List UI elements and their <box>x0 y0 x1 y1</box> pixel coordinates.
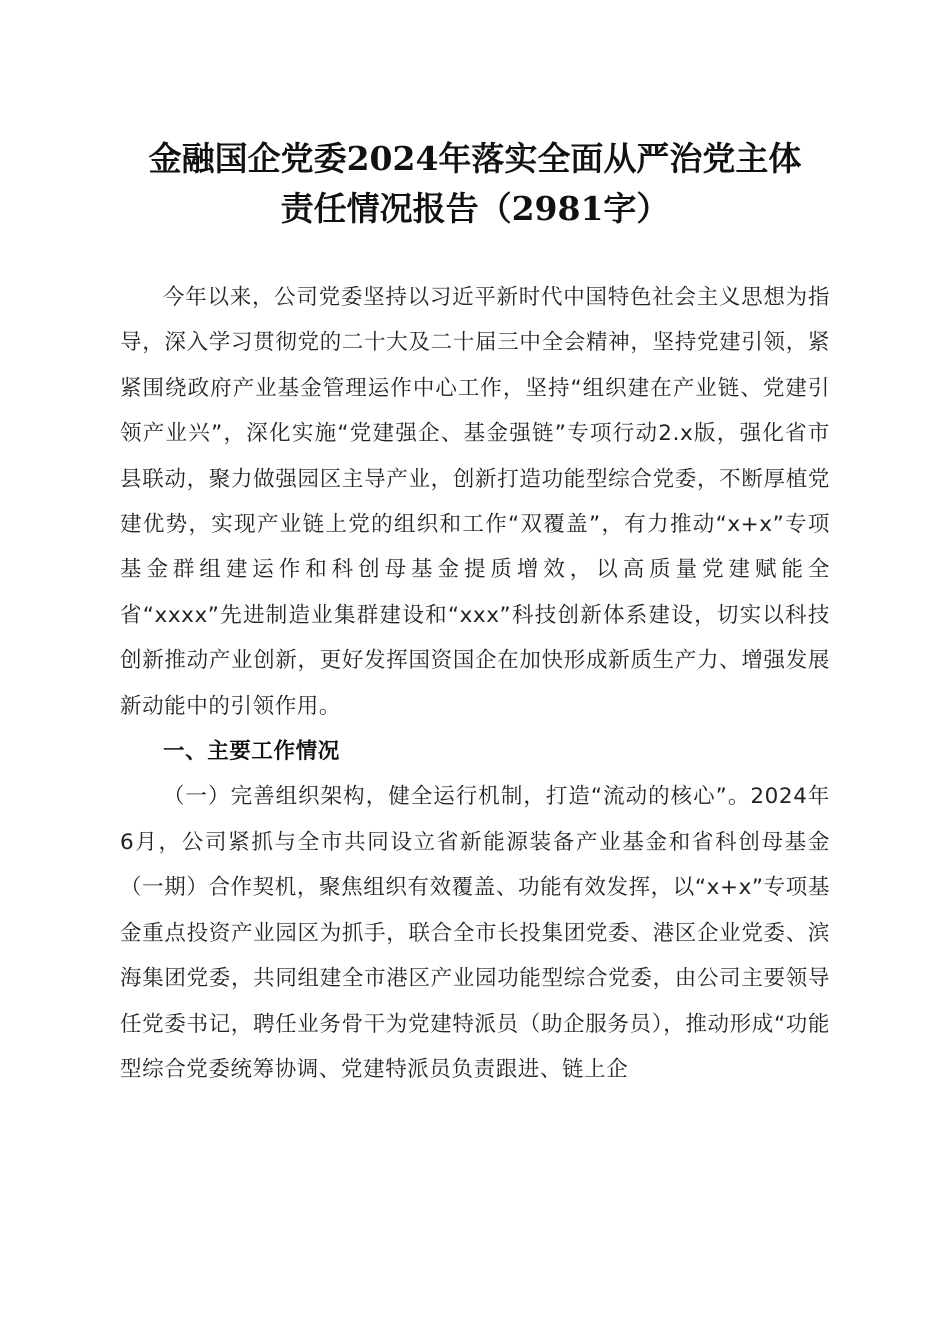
title-line-2: 责任情况报告（2981字） <box>280 189 670 228</box>
document-body <box>120 275 830 1092</box>
intro-paragraph: 今年以来，公司党委坚持以习近平新时代中国特色社会主义思想为指导，深入学习贯彻党的二十大及二十届三中全会精神，坚持党建引领，紧紧围绕政府产业基金管理运作中心工作，坚持“组织建在产业链、党建引领产业兴”，深化实施“党建强企、基金强链”专项行动2.x版，强化省市县联动，聚力做强园区主导产业，创新打造功能型综合党委，不断厚植党建优势，实现产业链上党的组织和工作“双覆盖”，有力推动“x+x”专项基金群组建运作和科创母基金提质增效，以高质量党建赋能全省“xxxx”先进制造业集群建设和“xxx”科技创新体系建设，切实以科技创新推动产业创新，更好发挥国资国企在加快形成新质生产力、增强发展新动能中的引领作用。 <box>120 285 830 719</box>
section-paragraph: （一）完善组织架构，健全运行机制，打造“流动的核心”。2024年6月，公司紧抓与全市共同设立省新能源装备产业基金和省科创母基金（一期）合作契机，聚焦组织有效覆盖、功能有效发挥，以“x+x”专项基金重点投资产业园区为抓手，联合全市长投集团党委、港区企业党委、滨海集团党委，共同组建全市港区产业园功能型综合党委，由公司主要领导任党委书记，聘任业务骨干为党建特派员（助企服务员），推动形成“功能型综合党委统筹协调、党建特派员负责跟进、链上企 <box>120 784 830 1082</box>
title-line-1: 金融国企党委2024年落实全面从严治党主体 <box>148 139 802 178</box>
document-title <box>0 134 950 234</box>
section-heading: 一、主要工作情况 <box>163 739 340 765</box>
